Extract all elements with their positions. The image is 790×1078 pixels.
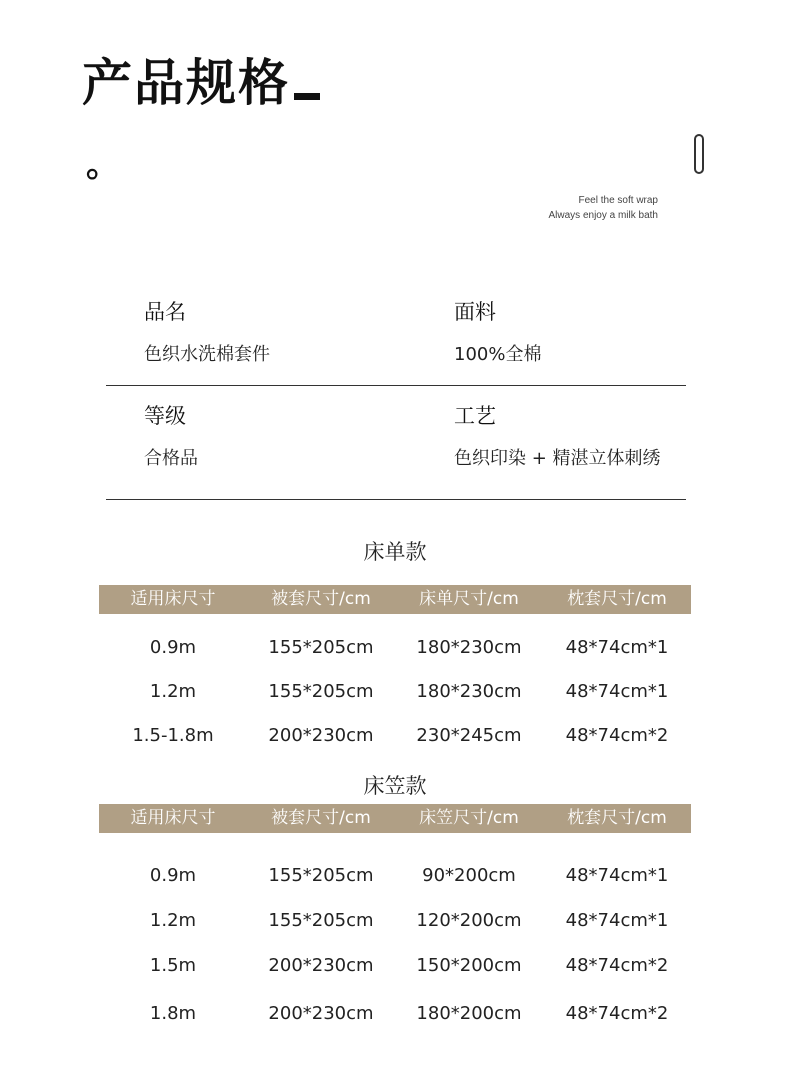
- table-cell: 90*200cm: [422, 865, 516, 886]
- table-header: [99, 804, 691, 833]
- spec-value: 色织水洗棉套件: [144, 344, 270, 365]
- table-row: [99, 989, 691, 1039]
- table-cell: 1.2m: [149, 681, 197, 702]
- title-period: 。: [86, 145, 120, 185]
- spec-item-name: [106, 282, 416, 385]
- header-cell: 被套尺寸/cm: [271, 589, 371, 609]
- header-cell: 床笠尺寸/cm: [419, 808, 519, 828]
- fitted-size-table: [99, 804, 691, 1039]
- page-title-text: 产品规格: [82, 54, 290, 112]
- table-cell: 180*230cm: [416, 637, 522, 658]
- sheet-section-title: 床单款: [363, 540, 427, 564]
- table-row: [99, 670, 691, 714]
- header-cell: 适用床尺寸: [130, 808, 216, 828]
- table-cell: 200*230cm: [268, 1003, 374, 1024]
- tagline-line-2: Always enjoy a milk bath: [548, 210, 658, 221]
- table-row: [99, 899, 691, 943]
- table-cell: 48*74cm*1: [565, 637, 669, 658]
- spec-row: [106, 282, 686, 386]
- table-row: [99, 853, 691, 899]
- table-cell: 48*74cm*1: [565, 681, 669, 702]
- table-cell: 200*230cm: [268, 725, 374, 746]
- table-cell: 48*74cm*1: [565, 910, 669, 931]
- header-cell: 被套尺寸/cm: [271, 808, 371, 828]
- table-cell: 48*74cm*2: [565, 955, 669, 976]
- table-row: [99, 714, 691, 758]
- fitted-section-title: 床笠款: [363, 774, 427, 798]
- table-cell: 155*205cm: [268, 637, 374, 658]
- table-row: [99, 626, 691, 670]
- spec-grid: [106, 282, 686, 500]
- spec-row: [106, 386, 686, 500]
- table-cell: 1.5-1.8m: [132, 725, 214, 746]
- table-cell: 1.5m: [149, 955, 197, 976]
- spec-label: 面料: [454, 300, 496, 324]
- table-cell: 230*245cm: [416, 725, 522, 746]
- table-cell: 180*200cm: [416, 1003, 522, 1024]
- spec-item-craft: [416, 386, 686, 499]
- scroll-indicator-icon: [694, 134, 704, 174]
- spec-item-fabric: [416, 282, 686, 385]
- header-cell: 枕套尺寸/cm: [567, 808, 667, 828]
- sheet-size-table: [99, 585, 691, 758]
- spec-item-grade: [106, 386, 416, 499]
- table-cell: 155*205cm: [268, 865, 374, 886]
- table-row: [99, 943, 691, 989]
- title-underscore-mark: [294, 93, 320, 100]
- spec-label: 工艺: [454, 404, 496, 428]
- page-title: [82, 54, 320, 112]
- header-cell: 枕套尺寸/cm: [567, 589, 667, 609]
- tagline: [549, 193, 659, 223]
- header-cell: 床单尺寸/cm: [419, 589, 519, 609]
- table-cell: 48*74cm*1: [565, 865, 669, 886]
- tagline-line-1: Feel the soft wrap: [578, 195, 658, 206]
- table-cell: 155*205cm: [268, 681, 374, 702]
- header-cell: 适用床尺寸: [130, 589, 216, 609]
- table-cell: 150*200cm: [416, 955, 522, 976]
- table-cell: 180*230cm: [416, 681, 522, 702]
- table-cell: 200*230cm: [268, 955, 374, 976]
- table-cell: 48*74cm*2: [565, 725, 669, 746]
- table-cell: 0.9m: [149, 865, 197, 886]
- table-cell: 155*205cm: [268, 910, 374, 931]
- spec-label: 品名: [144, 300, 186, 324]
- table-cell: 48*74cm*2: [565, 1003, 669, 1024]
- spec-value: 色织印染 + 精湛立体刺绣: [454, 448, 661, 469]
- table-cell: 1.8m: [149, 1003, 197, 1024]
- table-cell: 120*200cm: [416, 910, 522, 931]
- table-cell: 1.2m: [149, 910, 197, 931]
- table-cell: 0.9m: [149, 637, 197, 658]
- table-header: [99, 585, 691, 614]
- spec-label: 等级: [144, 404, 186, 428]
- spec-value: 合格品: [144, 448, 198, 469]
- spec-value: 100%全棉: [454, 344, 542, 365]
